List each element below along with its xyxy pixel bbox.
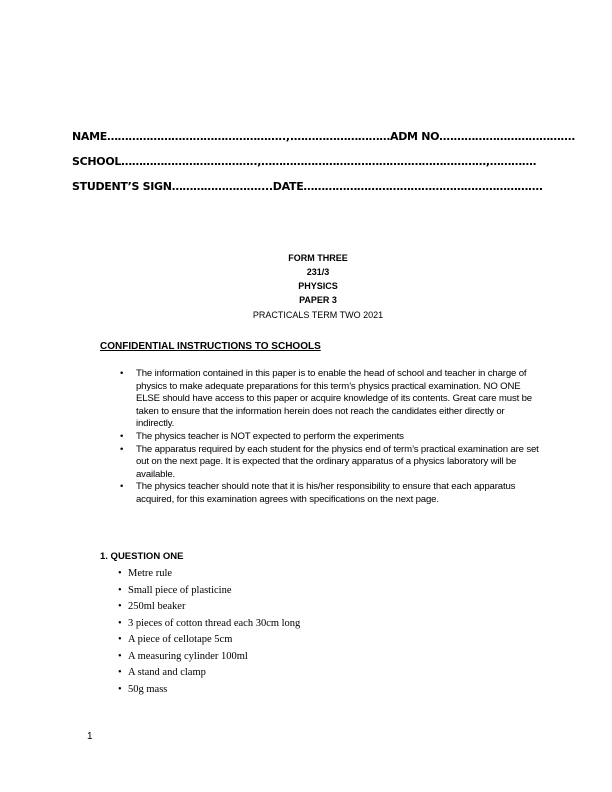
apparatus-item: • A stand and clamp bbox=[118, 665, 300, 682]
apparatus-item: • Small piece of plasticine bbox=[118, 583, 300, 600]
instruction-item: • The physics teacher is NOT expected to perform the experiments bbox=[120, 431, 544, 444]
apparatus-item: • Metre rule bbox=[118, 566, 300, 583]
apparatus-list bbox=[118, 566, 300, 698]
school-field: SCHOOL………………………………..,………………………………………………………,…………. bbox=[72, 155, 537, 168]
sign-date-field: STUDENT’S SIGN……………………....DATE…………………………………………………………. bbox=[72, 180, 543, 193]
apparatus-item: • 3 pieces of cotton thread each 30cm long bbox=[118, 616, 300, 633]
term-title: PRACTICALS TERM TWO 2021 bbox=[252, 310, 384, 320]
confidential-heading: CONFIDENTIAL INSTRUCTIONS TO SCHOOLS bbox=[100, 341, 321, 352]
subject-title: PHYSICS bbox=[298, 281, 338, 291]
apparatus-item: • 250ml beaker bbox=[118, 599, 300, 616]
apparatus-item: • A measuring cylinder 100ml bbox=[118, 649, 300, 666]
instructions-list bbox=[120, 368, 544, 507]
paper-number: PAPER 3 bbox=[299, 295, 337, 305]
apparatus-item: • A piece of cellotape 5cm bbox=[118, 632, 300, 649]
instruction-item: • The apparatus required by each student for the physics end of term’s practical examination are set out on the next page. It is expected that the ordinary apparatus of a physics laboratory will be available. bbox=[120, 444, 544, 482]
instruction-item: • The information contained in this paper is to enable the head of school and teacher in charge of physics to make adequate preparations for this term’s physics practical examination. NO ONE ELSE should have access to this paper or acquire knowledge of its contents. Great care must be taken to ensure that the information herein does not reach the candidates either directly or indirectly. bbox=[120, 368, 544, 431]
apparatus-item: • 50g mass bbox=[118, 682, 300, 699]
name-adm-field: NAME…………………………………………..,.………………………ADM NO.………………………………. bbox=[72, 130, 576, 143]
question-one-heading: 1. QUESTION ONE bbox=[100, 551, 184, 562]
page-number: 1 bbox=[87, 731, 93, 742]
form-title: FORM THREE bbox=[288, 253, 348, 263]
instruction-item: • The physics teacher should note that it is his/her responsibility to ensure that each apparatus acquired, for this examination agrees with specifications on the next page. bbox=[120, 481, 544, 506]
paper-code: 231/3 bbox=[306, 267, 330, 277]
